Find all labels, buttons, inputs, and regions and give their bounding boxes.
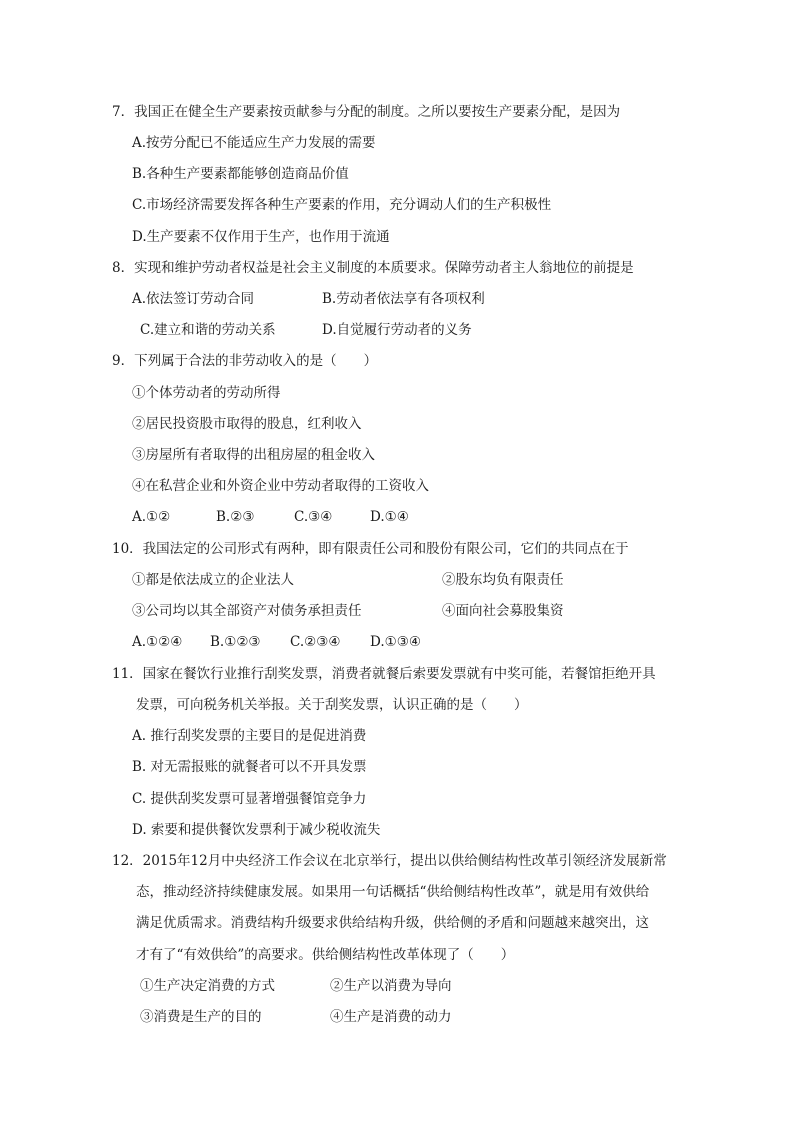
- question-10-stem: 10．我国法定的公司形式有两种，即有限责任公司和股份有限公司，它们的共同点在于: [112, 541, 629, 557]
- question-8-stem: 8．实现和维护劳动者权益是社会主义制度的本质要求。保障劳动者主人翁地位的前提是: [112, 260, 634, 276]
- question-12-stem-line-3: 满足优质需求。消费结构升级要求供给结构升级，供给侧的矛盾和问题越来越突出，这: [136, 915, 649, 931]
- question-8-option-d: D.自觉履行劳动者的义务: [322, 322, 472, 338]
- question-7-option-b: B.各种生产要素都能够创造商品价值: [132, 166, 349, 182]
- question-11-stem-line-2: 发票，可向税务机关举报。关于刮奖发票，认识正确的是（ ）: [136, 697, 528, 713]
- question-8-option-b: B.劳动者依法享有各项权利: [322, 291, 485, 307]
- question-11-option-c: C. 提供刮奖发票可显著增强餐馆竞争力: [132, 791, 367, 807]
- question-9-statement-4: ④在私营企业和外资企业中劳动者取得的工资收入: [132, 478, 429, 494]
- question-9-statement-1: ①个体劳动者的劳动所得: [132, 385, 281, 401]
- question-9-statement-3: ③房屋所有者取得的出租房屋的租金收入: [132, 447, 375, 463]
- question-12-stem-line-1: 12．2015年12月中央经济工作会议在北京举行，提出以供给侧结构性改革引领经济发展新常: [112, 853, 667, 869]
- question-10-statement-4: ④面向社会募股集资: [442, 603, 564, 619]
- question-12-statement-4: ④生产是消费的动力: [330, 1009, 452, 1025]
- question-9-stem: 9．下列属于合法的非劳动收入的是（ ）: [112, 353, 378, 369]
- question-9-option-a: A.①②: [132, 509, 171, 525]
- question-12-stem-line-2: 态，推动经济持续健康发展。如果用一句话概括“供给侧结构性改革”，就是用有效供给: [136, 884, 650, 900]
- question-10-option-a: A.①②④: [132, 634, 183, 650]
- question-9-option-c: C.③④: [294, 509, 333, 525]
- question-12-stem-line-4: 才有了“有效供给”的高要求。供给侧结构性改革体现了（ ）: [136, 947, 515, 963]
- question-12-statement-3: ③消费是生产的目的: [140, 1009, 262, 1025]
- question-7-stem: 7．我国正在健全生产要素按贡献参与分配的制度。之所以要按生产要素分配，是因为: [112, 104, 621, 120]
- question-10-option-b: B.①②③: [210, 634, 261, 650]
- question-10-statement-3: ③公司均以其全部资产对债务承担责任: [132, 603, 362, 619]
- question-7-option-a: A.按劳分配已不能适应生产力发展的需要: [132, 135, 376, 151]
- question-8-option-a: A.依法签订劳动合同: [132, 291, 255, 307]
- question-7-option-d: D.生产要素不仅作用于生产，也作用于流通: [132, 229, 390, 245]
- question-10-option-d: D.①③④: [370, 634, 421, 650]
- question-12-statement-2: ②生产以消费为导向: [330, 978, 452, 994]
- question-10-statement-1: ①都是依法成立的企业法人: [132, 572, 294, 588]
- question-8-option-c: C.建立和谐的劳动关系: [140, 322, 276, 338]
- question-10-option-c: C.②③④: [290, 634, 341, 650]
- question-9-option-b: B.②③: [216, 509, 255, 525]
- question-11-option-a: A. 推行刮奖发票的主要目的是促进消费: [132, 728, 367, 744]
- question-11-stem-line-1: 11．国家在餐饮行业推行刮奖发票，消费者就餐后索要发票就有中奖可能，若餐馆拒绝开具: [112, 666, 656, 682]
- question-9-option-d: D.①④: [370, 509, 409, 525]
- question-12-statement-1: ①生产决定消费的方式: [140, 978, 275, 994]
- question-11-option-b: B. 对无需报账的就餐者可以不开具发票: [132, 759, 367, 775]
- question-9-statement-2: ②居民投资股市取得的股息，红利收入: [132, 416, 362, 432]
- question-7-option-c: C.市场经济需要发挥各种生产要素的作用，充分调动人们的生产积极性: [132, 197, 552, 213]
- question-10-statement-2: ②股东均负有限责任: [442, 572, 564, 588]
- question-11-option-d: D. 索要和提供餐饮发票利于减少税收流失: [132, 822, 381, 838]
